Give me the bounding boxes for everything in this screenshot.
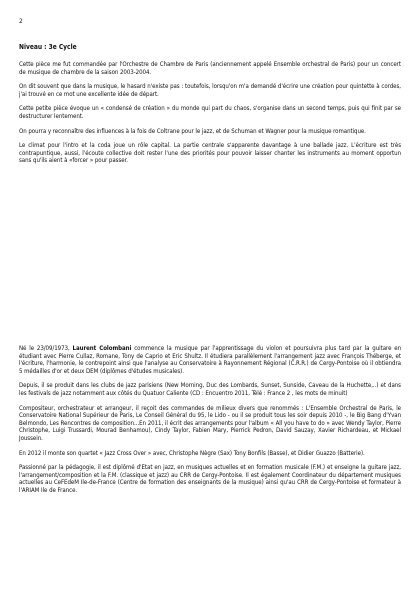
bio-paragraph: Passionné par la pédagogie, il est diplômé d'Etat en jazz, en musiques actuelles et en formation musicale (F.M.) et enseigne la guitare jazz, l'arrangement/composition et la F.M. (classique et jazz) au CRR de Cergy-Pontoise. Il est également Coordinateur du département musiques actuelles au CeFEdeM Ile-de-France (Centre de formation des enseignants de la musique) ainsi qu'au CRR de Cergy-Pontoise et formateur à l'ARIAM Ile de France.	[19, 464, 401, 494]
intro-paragraph: On pourra y reconnaître des influences à la fois de Coltrane pour le jazz, et de Schuman et Wagner pour la musique romantique.	[19, 127, 366, 135]
bio-birth-text: Né le 23/09/1973,	[19, 345, 73, 352]
bio-paragraph: En 2012 il monte son quartet « Jazz Cross Over » avec, Christophe Nègre (Sax) Tony Bonfils (Basse), et Didier Guazzo (Batterie).	[19, 449, 365, 457]
composer-biography	[19, 345, 401, 495]
intro-paragraph: Le climat pour l'intro et la coda joue un rôle capital. La partie centrale s'apparente davantage à une ballade jazz. L'écriture est très contrapuntique, aussi, l'écoute collective doit rester l'une des priorités pour pouvoir laisser chanter les instruments au moment opportun sans qu'ils aient à «forcer » pour passer.	[19, 142, 401, 165]
bio-paragraph	[19, 345, 401, 375]
piece-description	[19, 43, 401, 165]
intro-paragraph: On dit souvent que dans la musique, le hasard n'existe pas : toutefois, lorsqu'on m'a demandé d'écrire une création pour quintette à cordes, j'ai trouvé en ce mot une excellente idée de départ.	[19, 83, 401, 98]
intro-paragraph: Cette petite pièce évoque un « condensé de création » du monde qui part du chaos, s'organise dans un second temps, puis qui finit par se destructurer lentement.	[19, 105, 401, 120]
composer-name: Laurent Colombani	[72, 345, 132, 352]
intro-paragraph: Cette pièce me fut commandée par l'Orchestre de Chambre de Paris (anciennement appelé Ensemble orchestral de Paris) pour un concert de musique de chambre de la saison 2003-2004.	[19, 61, 401, 76]
bio-paragraph: Depuis, il se produit dans les clubs de jazz parisiens (New Morning, Duc des Lombards, Sunset, Sunside, Caveau de la Huchette,..) et dans les festivals de jazz notamment aux côtés du Quatuor Caliente (CD : Encuentro 2011, Télé : France 2 , les mots de minuit)	[19, 382, 401, 397]
bio-paragraph: Compositeur, orchestrateur et arrangeur, il reçoit des commandes de milieux divers que renommés : L'Ensemble Orchestral de Paris, le Conservatoire National Supérieur de Paris, Le Conseil Général du 95, le Lido - ou il se produit tous les soir depuis 2010 -, le Big Bang d'Yvan Belmondo, Les Rencontres de composition...En 2011, il écrit des arrangements pour l'album « All you have to do » avec Wendy Taylor, Pierre Christophe, Luigi Trussardi, Mourad Benhamou), Cindy Taylor, Fabien Mary, Pierrick Pedron, David Sauzay, Xavier Richardeau, et Mickael Joussein.	[19, 404, 401, 442]
niveau-heading: Niveau : 3e Cycle	[19, 43, 77, 51]
bio-intro-text: commence la musique par l'apprentissage du violon et poursuivra plus tard par la guitare en étudiant avec Pierre Cullaz, Romane, Tony de Caprio et Eric Shultz. Il étudiera parallèlement l'arrangement jazz avec François Théberge, et l'écriture, l'harmonie, le contrepoint ainsi que l'analyse au Conservatoire à Rayonnement Régional (C.R.R.) de Cergy-Pontoise où il obtiendra 5 médailles d'or et deux DEM (diplômes d'études musicales).	[19, 345, 401, 375]
page-number: 2	[19, 17, 23, 25]
